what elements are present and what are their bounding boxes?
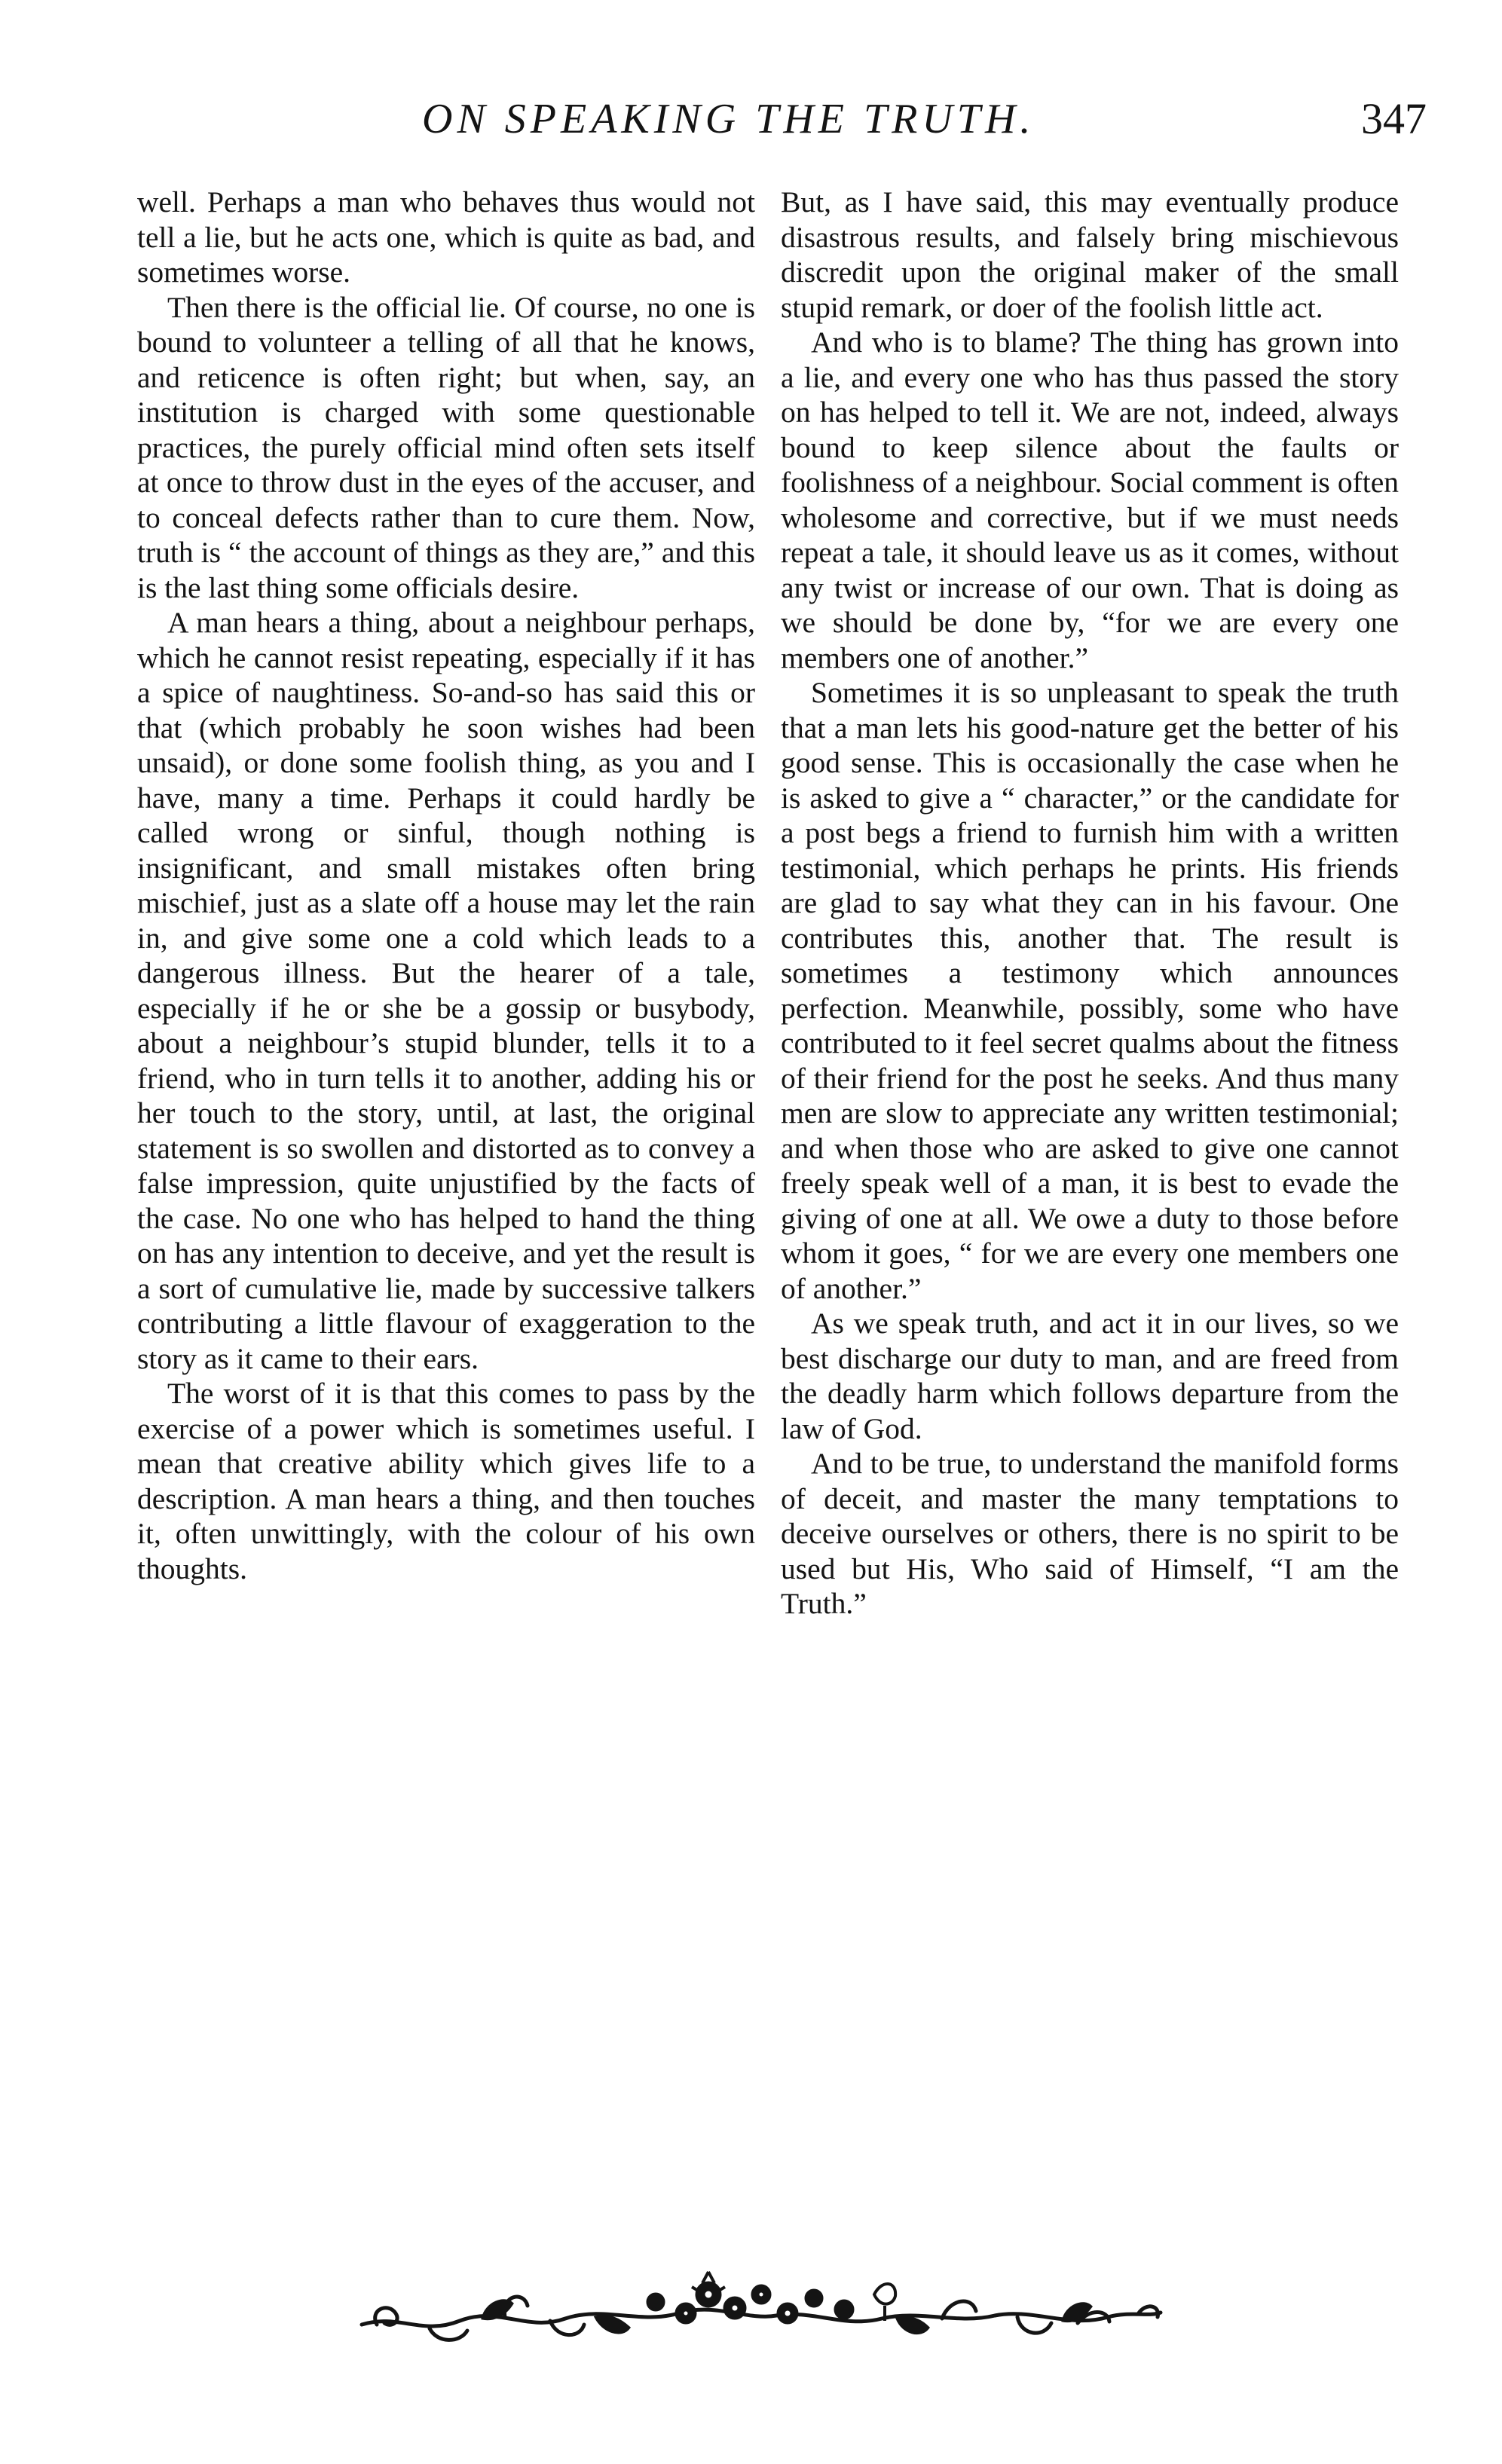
- left-paragraph-3: A man hears a thing, about a neighbour perhaps, which he cannot resist repeating, especially if it has a spice of naughtiness. So-and-so has said this or that (which probably he soon wishes had been unsaid), or done some foolish thing, as you and I have, many a time. Perhaps it could hardly be called wrong or sinful, though nothing is insignificant, and small mistakes often bring mischief, just as a slate off a house may let the rain in, and give some one a cold which leads to a dangerous illness. But the hearer of a tale, especially if he or she be a gossip or busybody, about a neighbour’s stupid blunder, tells it to a friend, who in turn tells it to another, adding his or her touch to the story, until, at last, the original statement is so swollen and distorted as to convey a false impression, quite unjustified by the facts of the case. No one who has helped to hand the thing on has any intention to deceive, and yet the result is a sort of cumulative lie, made by successive talkers contributing a little flavour of exaggeration to the story as it came to their ears.: [137, 606, 755, 1375]
- running-head: [0, 89, 1502, 149]
- right-column: [781, 185, 1399, 1622]
- right-paragraph-5: And to be true, to understand the manifold forms of deceit, and master the many temptations to deceive ourselves or others, there is no spirit to be used but His, Who said of Himself, “I am the Truth.”: [781, 1447, 1399, 1620]
- left-paragraph-2: Then there is the official lie. Of course, no one is bound to volunteer a telling of all that he knows, and reticence is often right; but when, say, an institution is charged with some questionable practices, the purely official mind often sets itself at once to throw dust in the eyes of the accuser, and to conceal defects rather than to cure them. Now, truth is “ the account of things as they are,” and this is the last thing some officials desire.: [137, 290, 755, 604]
- page-number: 347: [1361, 94, 1427, 143]
- left-paragraph-4: The worst of it is that this comes to pass by the exercise of a power which is sometimes useful. I mean that creative ability which gives life to a description. A man hears a thing, and then touches it, often unwittingly, with the colour of his own thoughts.: [137, 1377, 755, 1585]
- right-paragraph-3: Sometimes it is so unpleasant to speak the truth that a man lets his good-nature get the better of his good sense. This is occasionally the case when he is asked to give a “ character,” or the candidate for a post begs a friend to furnish him with a written testimonial, which perhaps he prints. His friends are glad to say what they can in his favour. One contributes this, another that. The result is sometimes a testimony which announces perfection. Meanwhile, possibly, some who have contributed to it feel secret qualms about the fitness of their friend for the post he seeks. And thus many men are slow to appreciate any written testimonial; and when those who are asked to give one cannot freely speak well of a man, it is best to evade the giving of one at all. We owe a duty to those before whom it goes, “ for we are every one members one of another.”: [781, 676, 1399, 1305]
- running-title: ON SPEAKING THE TRUTH.: [422, 96, 1035, 142]
- right-paragraph-4: As we speak truth, and act it in our lives, so we best discharge our duty to man, and are freed from the deadly harm which follows departure from the law of God.: [781, 1307, 1399, 1445]
- left-column: [137, 185, 755, 1586]
- left-paragraph-1: well. Perhaps a man who behaves thus would not tell a lie, but he acts one, which is quite as bad, and sometimes worse.: [137, 185, 755, 289]
- right-paragraph-2: And who is to blame? The thing has grown into a lie, and every one who has thus passed the story on has helped to tell it. We are not, indeed, always bound to keep silence about the faults or foolishness of a neighbour. Social comment is often wholesome and corrective, but if we must needs repeat a tale, it should leave us as it comes, without any twist or increase of our own. That is doing as we should be done by, “for we are every one members one of another.”: [781, 326, 1399, 674]
- right-paragraph-1: But, as I have said, this may eventually produce disastrous results, and falsely bring mischievous discredit upon the original maker of the small stupid remark, or doer of the foolish little act.: [781, 185, 1399, 324]
- floral-vine-tailpiece-icon: [354, 2249, 1168, 2362]
